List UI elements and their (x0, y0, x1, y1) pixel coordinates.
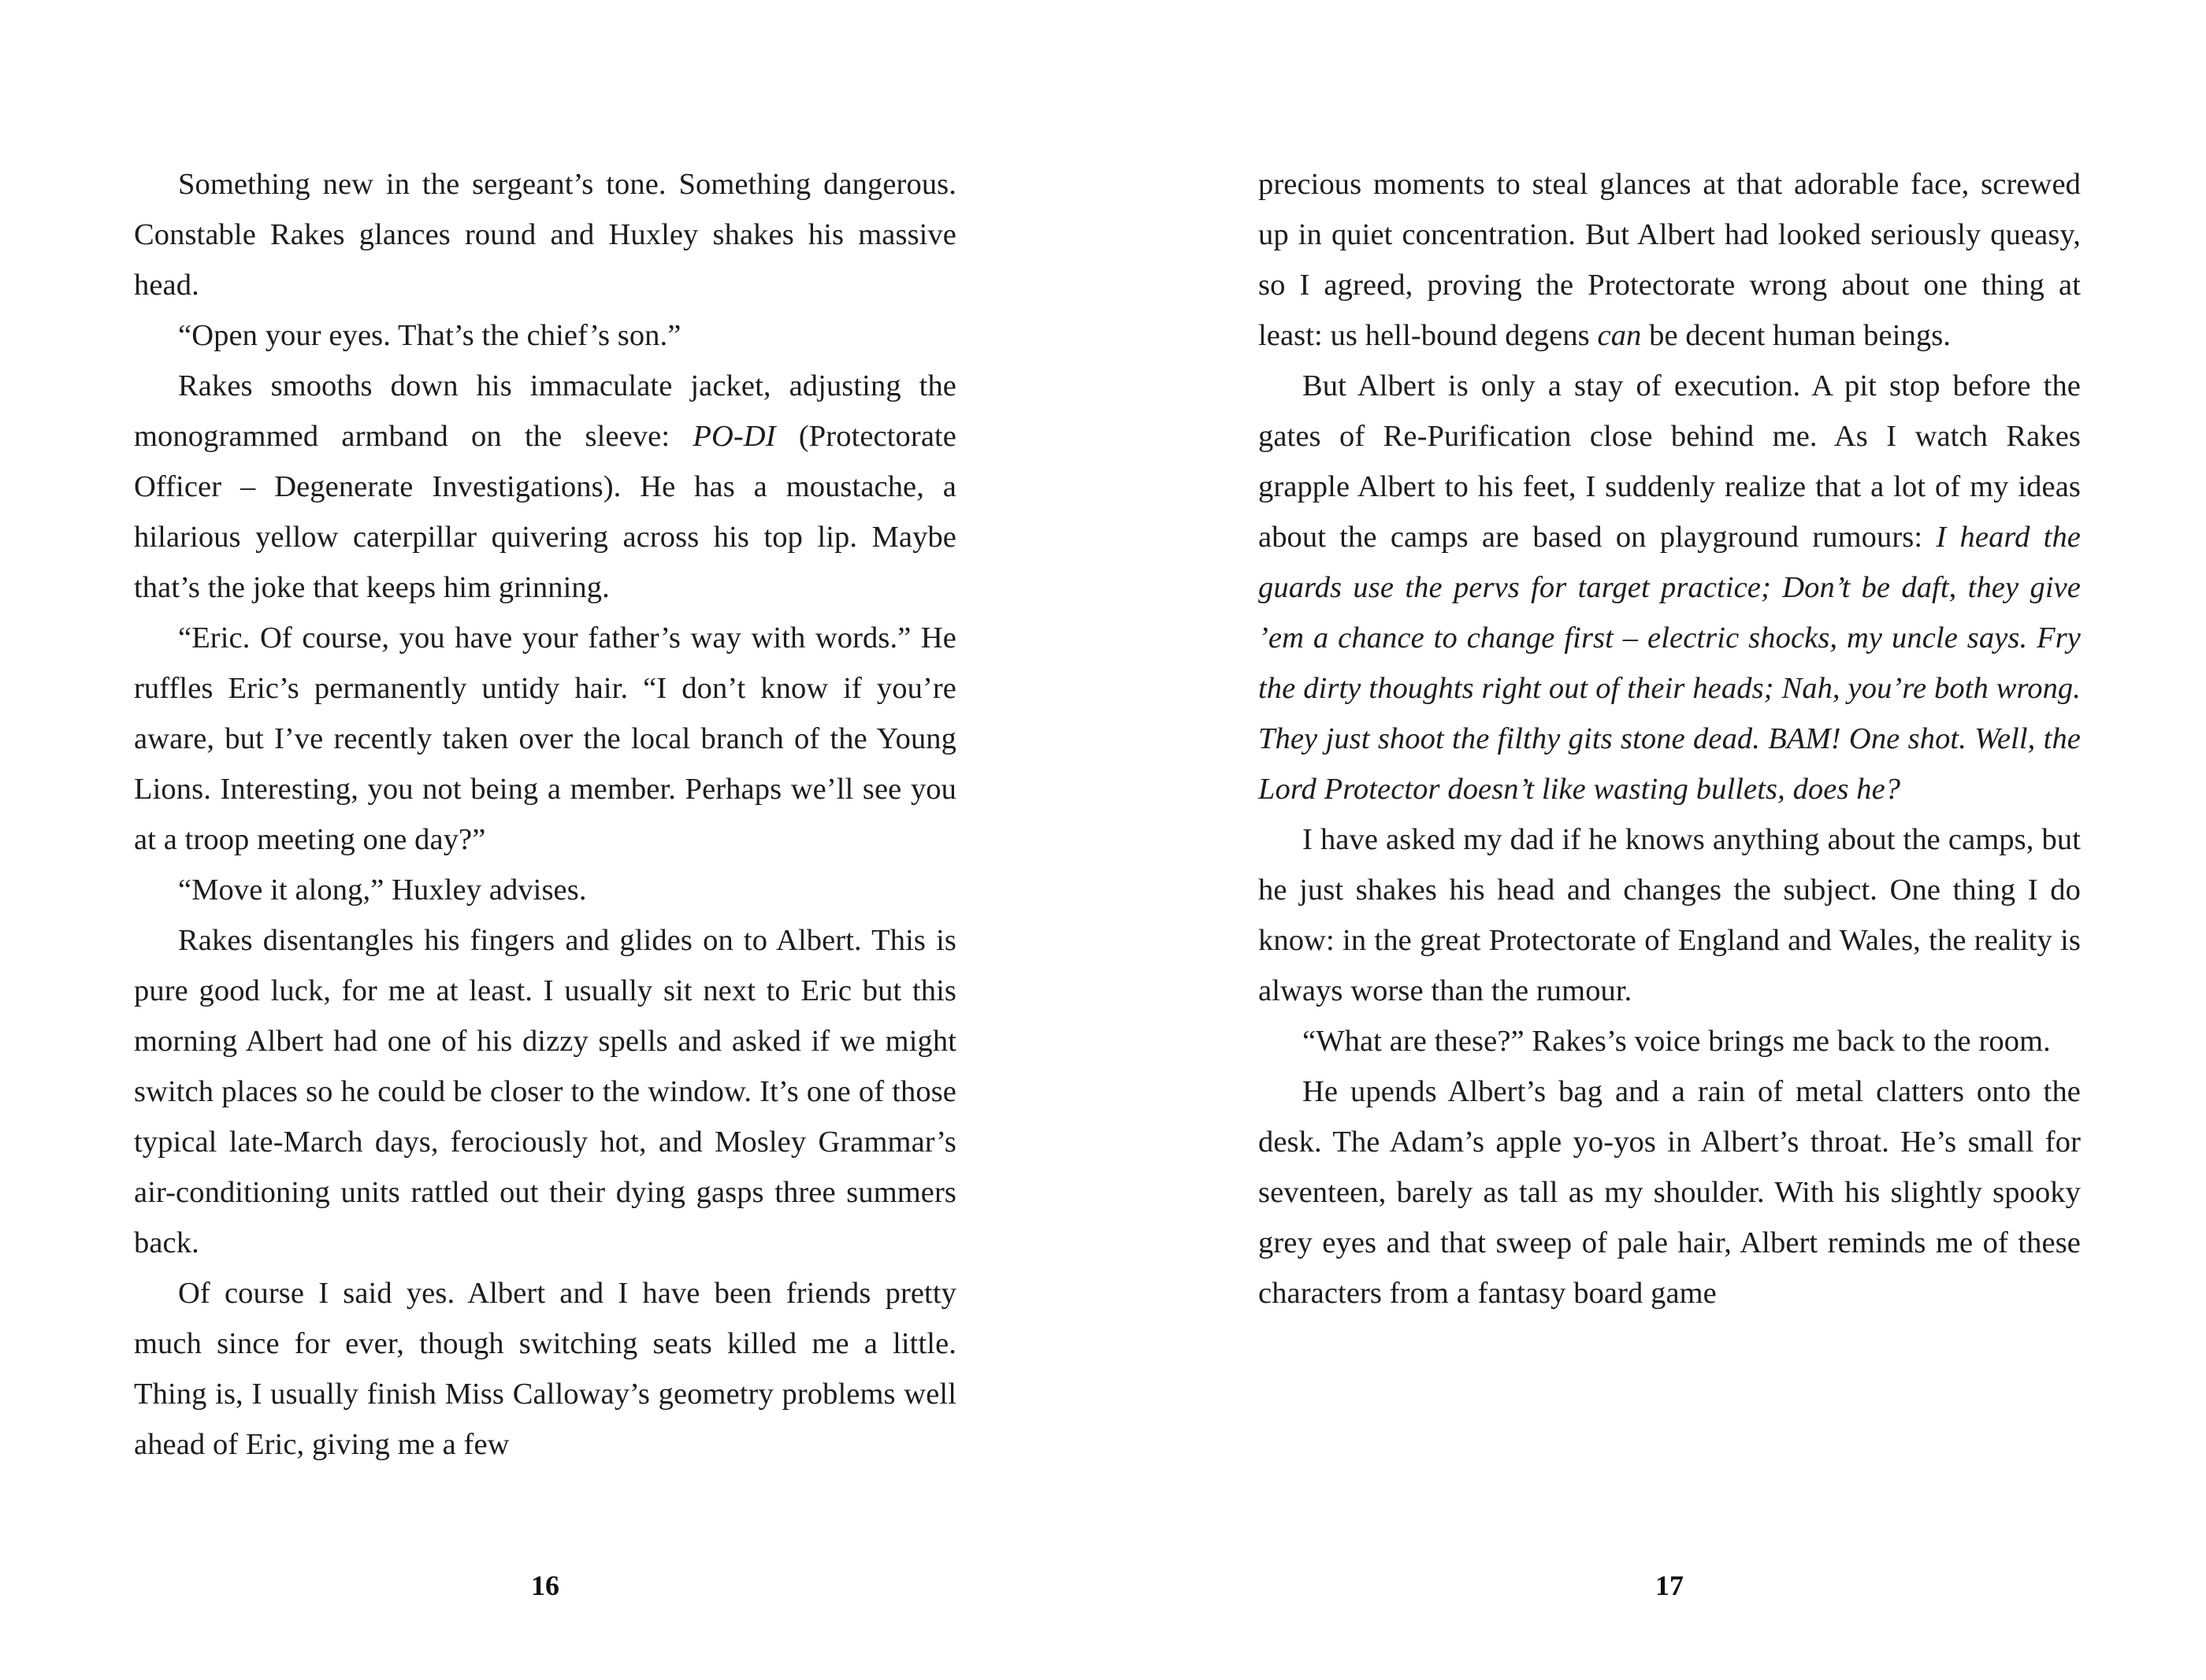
paragraph (134, 865, 956, 915)
text-run: He upends Albert’s bag and a rain of metal clatters onto the desk. The Adam’s apple yo-yos in Albert’s throat. He’s small for seventeen, barely as tall as my shoulder. With his slightly spooky grey eyes and that sweep of pale hair, Albert reminds me of these characters from a fantasy board game (1258, 1075, 2081, 1310)
text-run: “What are these?” Rakes’s voice brings me back to the room. (1302, 1025, 2051, 1058)
text-run: “Move it along,” Huxley advises. (178, 873, 587, 907)
page-number-left: 16 (531, 1570, 559, 1601)
text-run: (Protectorate Officer – Degenerate Investigations). He has a moustache, a hilarious yellow caterpillar quivering across his top lip. Maybe that’s the joke that keeps him grinning. (134, 420, 956, 604)
paragraph (1258, 159, 2081, 361)
text-run: precious moments to steal glances at that adorable face, screwed up in quiet concentration. But Albert had looked seriously queasy, so I agreed, proving the Protectorate wrong about one thing at least: us hell-bound degens (1258, 168, 2081, 352)
text-run: be decent human beings. (1641, 319, 1952, 352)
paragraph (134, 159, 956, 310)
paragraph (134, 310, 956, 361)
italic-text-run: I heard the guards use the pervs for target practice; Don’t be daft, they give ’em a chance to change first – electric shocks, my uncle says. Fry the dirty thoughts right out of their heads; Nah, you’re both wrong. They just shoot the filthy gits stone dead. BAM! One shot. Well, the Lord Protector doesn’t like wasting bullets, does he? (1258, 521, 2081, 806)
paragraph (134, 915, 956, 1268)
paragraph (134, 613, 956, 865)
text-run: But Albert is only a stay of execution. A pit stop before the gates of Re-Purification close behind me. As I watch Rakes grapple Albert to his feet, I suddenly realize that a lot of my ideas about the camps are based on playground rumours: (1258, 369, 2081, 554)
page-right-text (1258, 159, 2081, 1318)
text-run: Something new in the sergeant’s tone. Something dangerous. Constable Rakes glances round and Huxley shakes his massive head. (134, 168, 956, 302)
paragraph (1258, 361, 2081, 814)
paragraph (1258, 1066, 2081, 1318)
text-run: “Open your eyes. That’s the chief’s son.” (178, 319, 681, 352)
page-number-right: 17 (1655, 1570, 1684, 1601)
paragraph (1258, 814, 2081, 1016)
text-run: I have asked my dad if he knows anything about the camps, but he just shakes his head and changes the subject. One thing I do know: in the great Protectorate of England and Wales, the reality is always worse than the rumour. (1258, 823, 2081, 1007)
italic-text-run: can (1597, 319, 1642, 352)
text-run: Rakes disentangles his fingers and glides on to Albert. This is pure good luck, for me at least. I usually sit next to Eric but this morning Albert had one of his dizzy spells and asked if we might switch places so he could be closer to the window. It’s one of those typical late-March days, ferociously hot, and Mosley Grammar’s air-conditioning units rattled out their dying gasps three summers back. (134, 924, 956, 1259)
paragraph (1258, 1016, 2081, 1066)
text-run: “Eric. Of course, you have your father’s way with words.” He ruffles Eric’s permanently untidy hair. “I don’t know if you’re aware, but I’ve recently taken over the local branch of the Young Lions. Interesting, you not being a member. Perhaps we’ll see you at a troop meeting one day?” (134, 621, 956, 856)
italic-text-run: PO-DI (693, 420, 776, 453)
paragraph (134, 361, 956, 613)
text-run: Of course I said yes. Albert and I have been friends pretty much since for ever, though switching seats killed me a little. Thing is, I usually finish Miss Calloway’s geometry problems well ahead of Eric, giving me a few (134, 1277, 956, 1461)
text-run: Rakes smooths down his immaculate jacket, adjusting the monogrammed armband on the sleeve: (134, 369, 956, 453)
page-left-text (134, 159, 956, 1470)
paragraph (134, 1268, 956, 1470)
